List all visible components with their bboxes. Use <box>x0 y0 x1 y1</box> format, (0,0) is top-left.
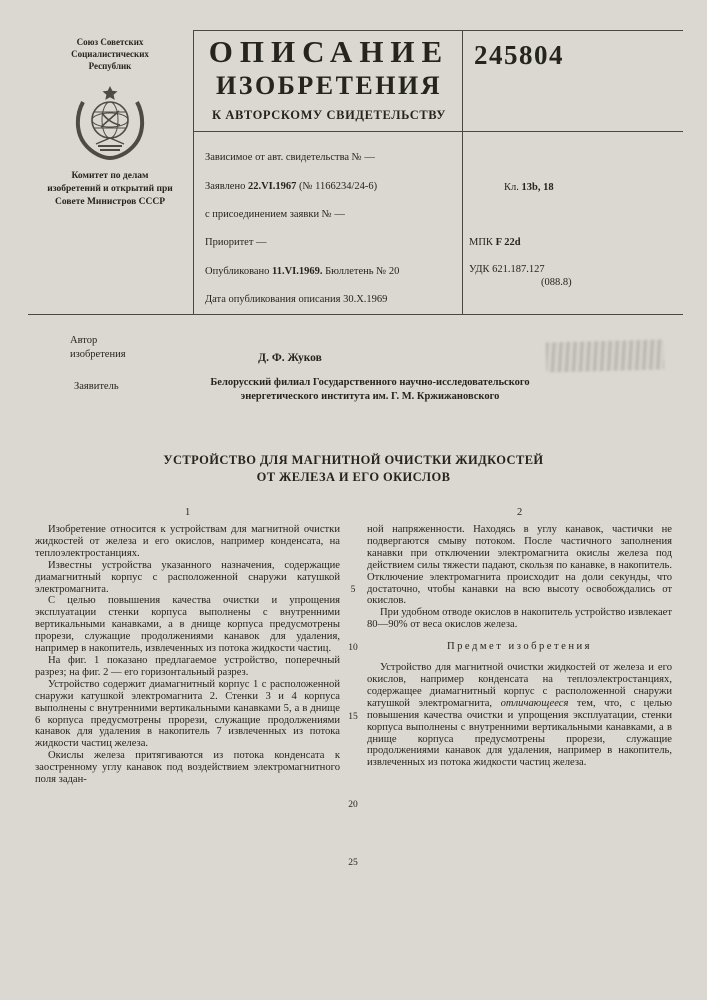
invention-title-line1: УСТРОЙСТВО ДЛЯ МАГНИТНОЙ ОЧИСТКИ ЖИДКОСТЕЙ <box>163 453 544 467</box>
bib-text: Зависимое от авт. свидетельства № — <box>205 152 375 163</box>
issuing-authority-block <box>28 36 192 209</box>
body-column-2 <box>367 524 672 769</box>
doc-kind-line1: ОПИСАНИЕ <box>208 34 450 69</box>
paragraph: Окислы железа притягиваются из потока конденсата к заостренному углу канавок под воздействием электромагнитного поля задан- <box>35 750 340 786</box>
claim-paragraph <box>367 662 672 769</box>
author-label: Автор изобретения <box>70 335 126 360</box>
udk-code-suffix: (088.8) <box>541 277 572 288</box>
bib-rest: (№ 1166234/24-6) <box>296 181 378 192</box>
paragraph: При удобном отводе окислов в накопитель устройство извлекает 80—90% от веса окислов железа. <box>367 607 672 631</box>
header-bottom-rule <box>28 314 683 315</box>
header-left-divider <box>193 30 194 314</box>
mpk-value: F 22d <box>495 237 521 248</box>
invention-title <box>90 452 617 485</box>
mpk-code <box>469 237 521 248</box>
bib-value: 11.VI.1969. <box>272 266 323 277</box>
column-number-2: 2 <box>517 507 523 518</box>
applicant-label: Заявитель <box>74 381 119 392</box>
bib-text: Опубликовано <box>205 266 273 277</box>
body-column-1 <box>35 524 340 786</box>
column-number-1: 1 <box>185 507 191 518</box>
bibliographic-row <box>205 266 457 277</box>
union-name: Союз Советских Социалистических Республик <box>71 37 149 71</box>
paragraph: Известны устройства указанного назначения, содержащие диамагнитный корпус с расположенной снаружи катушкой электромагнита. <box>35 559 340 595</box>
header-right-divider <box>462 30 463 314</box>
bib-text: Заявлено <box>205 181 248 192</box>
doc-kind-line2: ИЗОБРЕТЕНИЯ <box>216 71 442 100</box>
line-number-20: 20 <box>348 800 358 810</box>
committee-name: Комитет по делам изобретений и открытий при Совете Министров СССР <box>47 171 173 207</box>
bibliographic-row <box>205 209 457 220</box>
document-kind-block <box>200 34 458 123</box>
bib-value: 22.VI.1967 <box>247 181 297 192</box>
ink-stamp-smudge <box>546 339 665 372</box>
paragraph: Изобретение относится к устройствам для магнитной очистки жидкостей от железа и его окислов, например конденсата, на теплоэлектростанциях. <box>35 524 340 559</box>
mpk-label: МПК <box>469 237 496 248</box>
ussr-emblem-icon <box>71 80 149 160</box>
line-number-5: 5 <box>350 585 356 595</box>
bib-text: Дата опубликования описания 30.X.1969 <box>205 294 388 305</box>
header-mid-rule <box>193 131 683 132</box>
claim-text-pre: Устройство для магнитной очистки жидкостей от железа и его окислов, например конденсата на теплоэлектростанциях, содержащее диамагнитный корпус с расположенной снаружи катушкой электромагнита, <box>367 662 672 709</box>
paragraph: На фиг. 1 показано предлагаемое устройство, поперечный разрез; на фиг. 2 — его горизонтальный разрез. <box>35 654 340 678</box>
author-name: Д. Ф. Жуков <box>258 352 322 364</box>
claim-heading: Предмет изобретения <box>446 641 593 653</box>
line-number-10: 10 <box>348 643 358 653</box>
invention-title-line2: ОТ ЖЕЛЕЗА И ЕГО ОКИСЛОВ <box>256 469 451 484</box>
applicant-name <box>150 376 590 404</box>
bib-rest: Бюллетень № 20 <box>322 266 400 277</box>
paragraph: С целью повышения качества очистки и упрощения эксплуатации стенки корпуса выполнены с внутренними вертикальными канавками, а в днище корпуса предусмотрены прорези, служащие продолжениями канавок для удаления, например в накопитель, извлеченных из потока жидкости частиц. <box>35 595 340 655</box>
patent-number: 245804 <box>474 40 564 70</box>
class-code <box>504 182 554 193</box>
bibliographic-row <box>205 181 457 192</box>
bibliographic-row <box>205 237 457 248</box>
udk-code: УДК 621.187.127 <box>469 264 545 275</box>
paragraph: ной напряженности. Находясь в углу канавок, частички не подвергаются смыву потоком. После частичного заполнения канавки при отключении электромагнита окислы железа под действием силы тяжести падают, скользя по канавке, в накопитель. Отключение электромагнита происходит на доли секунды, что достаточно, чтобы канавки на всю высоту освобождались от окислов. <box>367 524 672 607</box>
class-value: 13b, 18 <box>521 182 554 193</box>
applicant-name-line2: энергетического института им. Г. М. Кржижановского <box>240 391 500 402</box>
claim-text-post: тем, что, с целью повышения качества очистки и упрощения эксплуатации, стенки корпуса выполнены с внутренними вертикальными канавками, а в днище корпуса предусмотрены прорези, служащие продолжениями канавок для удаления, например в накопитель, извлеченных из потока жидкости частиц железа. <box>367 697 672 769</box>
line-number-25: 25 <box>348 858 358 868</box>
line-number-15: 15 <box>348 712 358 722</box>
paragraph: Устройство содержит диамагнитный корпус 1 с расположенной снаружи катушкой электромагнита 2. Стенки 3 и 4 корпуса выполнены с внутренними вертикальными канавками 5, а в днище 6 корпуса предусмотрены прорези, служащие продолжениями канавок для удаления в накопитель 7 извлеченных из потока жидкости частиц железа. <box>35 678 340 750</box>
bibliographic-row <box>205 294 457 305</box>
claim-text-italic: отличающееся <box>500 697 569 709</box>
doc-kind-subtitle: К АВТОРСКОМУ СВИДЕТЕЛЬСТВУ <box>212 108 446 122</box>
header-top-rule <box>193 30 683 31</box>
bib-text: Приоритет — <box>205 237 267 248</box>
applicant-name-line1: Белорусский филиал Государственного научно-исследовательского <box>210 377 530 388</box>
bibliographic-row <box>205 152 457 163</box>
class-label: Кл. <box>504 182 522 193</box>
bib-text: с присоединением заявки № — <box>205 209 345 220</box>
